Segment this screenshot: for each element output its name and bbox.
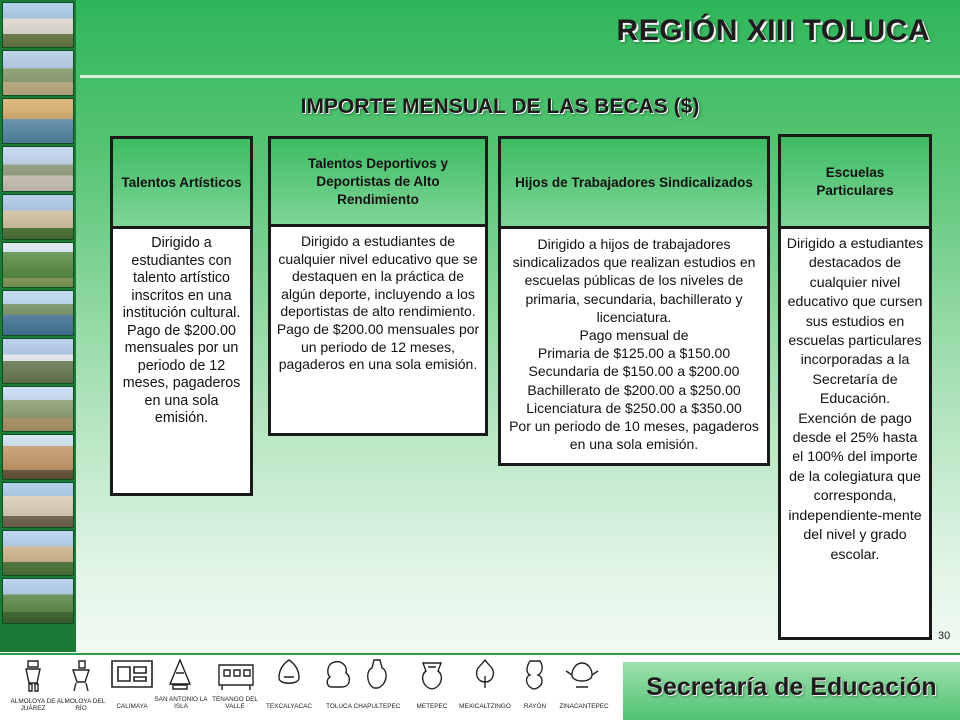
municipality-label: ZINACANTEPEC — [559, 703, 609, 710]
municipality-label: RAYÓN — [523, 703, 547, 710]
card-body — [781, 229, 929, 637]
page-title — [0, 95, 960, 119]
san-antonio-la-isla-glyph-icon — [163, 657, 197, 693]
photo-landscape — [2, 50, 74, 96]
card-rate-secundaria: Secundaria de $150.00 a $200.00 — [528, 363, 740, 380]
photo-field — [2, 578, 74, 624]
card-body — [271, 227, 485, 433]
card-talentos-artisticos — [110, 136, 253, 496]
secretaria-label: Secretaría de Educación — [646, 673, 937, 701]
card-description: Dirigido a estudiantes con talento artístico inscritos en una institución cultural. — [122, 235, 241, 321]
page-number: 30 — [938, 630, 951, 642]
photo-town — [2, 146, 74, 192]
card-body — [501, 229, 767, 463]
card-payment: Pago de $200.00 mensuales por un periodo de 12 meses, pagaderos en una sola emisión. — [276, 320, 480, 373]
photo-valley — [2, 386, 74, 432]
rayon-glyph-icon — [518, 657, 552, 693]
page-title-text: IMPORTE MENSUAL DE LAS BECAS ($) — [300, 95, 700, 118]
photo-pond — [2, 290, 74, 336]
card-rate-licenciatura: Licenciatura de $250.00 a $350.00 — [526, 399, 742, 416]
texcalyacac-glyph-icon — [272, 657, 306, 693]
tenango-del-valle-glyph-icon — [216, 657, 256, 693]
municipality-label: CHAPULTEPEC — [353, 703, 401, 710]
card-description: Dirigido a estudiantes destacados de cualquier nivel educativo que cursen sus estudios en escuelas particulares incorporadas a la Secretaría de Educación. — [786, 236, 924, 408]
card-rate-bachillerato: Bachillerato de $200.00 a $250.00 — [527, 381, 741, 398]
secretaria-banner — [623, 662, 960, 720]
photo-trees — [2, 242, 74, 288]
almoloya-del-rio-glyph-icon — [64, 657, 98, 693]
toluca-glyph-icon — [322, 657, 356, 693]
photo-cathedral — [2, 482, 74, 528]
municipality-label: TENANGO DEL VALLE — [212, 696, 258, 710]
zinacantepec-glyph-icon — [562, 657, 602, 693]
card-heading: Escuelas Particulares — [781, 137, 929, 229]
card-heading: Hijos de Trabajadores Sindicalizados — [501, 139, 767, 229]
calimaya-glyph-icon — [110, 657, 154, 693]
metepec-glyph-icon — [415, 657, 449, 693]
municipality-label: ALMOLOYA DEL RÍO — [56, 698, 106, 712]
card-heading: Talentos Deportivos y Deportistas de Alto Rendimiento — [271, 139, 485, 227]
card-description: Dirigido a hijos de trabajadores sindicalizados que realizan estudios en escuelas públicas de los niveles de primaria, secundaria, bachillerato y licenciatura. — [512, 236, 756, 325]
municipality-label: METEPEC — [416, 703, 448, 710]
chapultepec-glyph-icon — [360, 657, 394, 693]
card-heading: Talentos Artísticos — [113, 139, 250, 229]
card-body — [113, 229, 250, 493]
region-title: REGIÓN XIII TOLUCA — [616, 14, 930, 47]
card-rate-primaria: Primaria de $125.00 a $150.00 — [537, 345, 731, 362]
almoloya-de-juarez-glyph-icon — [16, 657, 50, 693]
card-exemption: Exención de pago desde el 25% hasta el 100% del importe de la colegiatura que corresponda, independiente-mente del nivel y grado escolar. — [788, 410, 922, 563]
card-talentos-deportivos — [268, 136, 488, 436]
card-payment: Pago de $200.00 mensuales por un periodo de 12 meses, pagaderos en una sola emisión. — [122, 322, 241, 426]
card-description: Dirigido a estudiantes de cualquier nivel educativo que se destaquen en la práctica de algún deporte, incluyendo a los deportistas de alto rendimiento. — [278, 233, 478, 320]
photo-plaza — [2, 530, 74, 576]
header-rule — [80, 75, 960, 78]
municipality-label: SAN ANTONIO LA ISLA — [154, 696, 208, 710]
municipality-label: ALMOLOYA DE JUÁREZ — [10, 698, 56, 712]
card-payment-intro: Pago mensual de — [579, 327, 689, 344]
card-escuelas-particulares — [778, 134, 932, 640]
mexicaltzingo-glyph-icon — [468, 657, 502, 693]
photo-church — [2, 194, 74, 240]
card-period: Por un periodo de 10 meses, pagaderos en una sola emisión. — [509, 418, 759, 453]
photo-volcano — [2, 338, 74, 384]
municipality-label: TEXCALYACAC — [266, 703, 312, 710]
photo-arches — [2, 434, 74, 480]
card-hijos-trabajadores — [498, 136, 770, 466]
municipality-label: MEXICALTZINGO — [459, 703, 511, 710]
photo-building — [2, 2, 74, 48]
municipality-label: CALIMAYA — [116, 703, 148, 710]
municipality-label: TOLUCA — [326, 703, 352, 710]
